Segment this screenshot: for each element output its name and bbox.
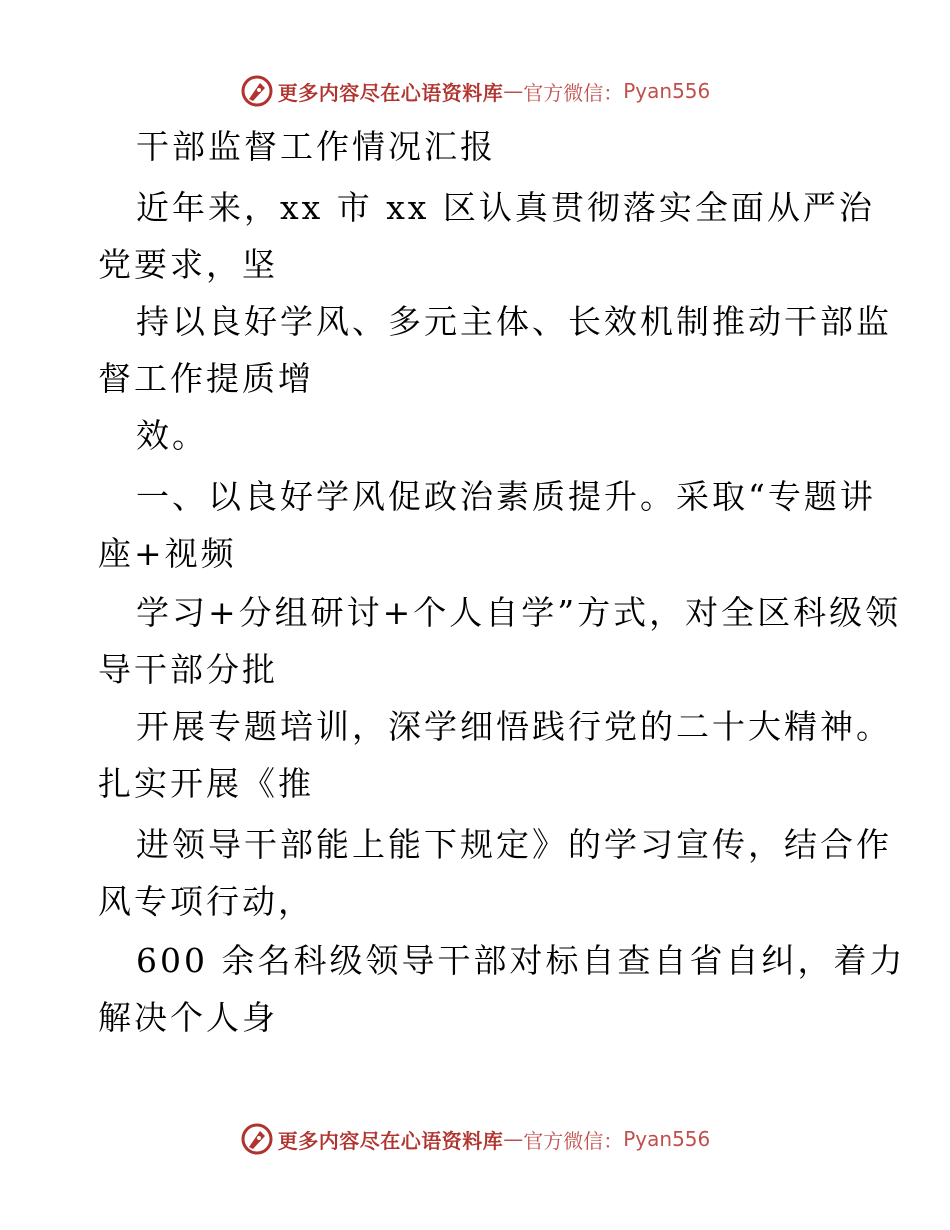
paragraph-line: 解决个人身 xyxy=(98,998,278,1037)
watermark-id-text: Pyan556 xyxy=(623,1127,711,1151)
paragraph-line: 风专项行动， xyxy=(98,882,314,921)
footer-watermark xyxy=(0,1119,950,1159)
paragraph-line: 进领导干部能上能下规定》的学习宣传，结合作 xyxy=(136,825,892,864)
paragraph-line: 导干部分批 xyxy=(98,650,278,689)
watermark-sub-text: 官方微信： xyxy=(523,1128,624,1153)
paragraph-line: 座+视频 xyxy=(98,534,237,573)
paragraph-line: 党要求，坚 xyxy=(98,245,278,284)
watermark-sub-text: 官方微信： xyxy=(523,80,624,105)
pen-nib-circle-logo-icon xyxy=(240,74,274,108)
paragraph-line: 学习+分组研讨+个人自学”方式，对全区科级领 xyxy=(136,593,902,632)
pen-nib-circle-logo-icon xyxy=(240,1122,274,1156)
watermark-separator: — xyxy=(503,1127,524,1151)
document-title: 干部监督工作情况汇报 xyxy=(136,127,496,166)
paragraph-line: 督工作提质增 xyxy=(98,359,314,398)
watermark-main-text: 更多内容尽在心语资料库 xyxy=(277,1128,504,1153)
watermark-id-text: Pyan556 xyxy=(623,79,711,103)
watermark-separator: — xyxy=(503,79,524,103)
paragraph-line: 效。 xyxy=(136,416,208,455)
paragraph-line: 一、以良好学风促政治素质提升。采取“专题讲 xyxy=(136,477,876,516)
watermark-main-text: 更多内容尽在心语资料库 xyxy=(277,80,504,105)
paragraph-line: 近年来，xx 市 xx 区认真贯彻落实全面从严治 xyxy=(136,188,875,227)
paragraph-line: 扎实开展《推 xyxy=(98,764,314,803)
paragraph-line: 600 余名科级领导干部对标自查自省自纠，着力 xyxy=(136,941,906,980)
header-watermark xyxy=(0,71,950,111)
paragraph-line: 开展专题培训，深学细悟践行党的二十大精神。 xyxy=(136,707,892,746)
paragraph-line: 持以良好学风、多元主体、长效机制推动干部监 xyxy=(136,302,892,341)
